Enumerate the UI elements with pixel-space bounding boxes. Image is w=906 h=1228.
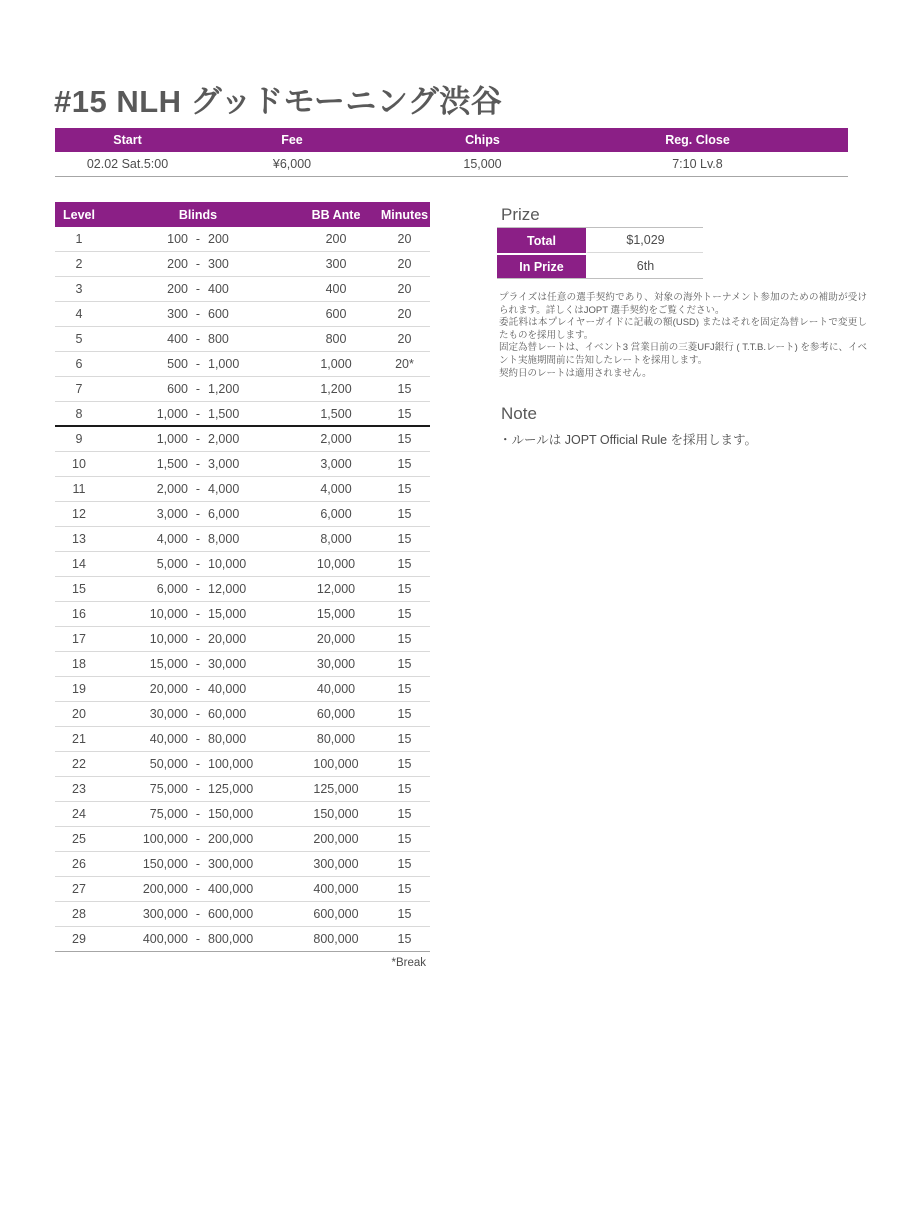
bb-ante-cell: 200,000 bbox=[313, 832, 359, 846]
prize-total-label: Total bbox=[497, 228, 586, 253]
small-blind-cell: 400,000 bbox=[142, 932, 188, 946]
structure-table-header bbox=[55, 202, 430, 227]
minutes-cell: 15 bbox=[397, 882, 412, 896]
break-note: *Break bbox=[391, 957, 426, 969]
small-blind-cell: 1,000 bbox=[156, 406, 188, 421]
structure-row bbox=[55, 677, 430, 702]
blinds-separator: - bbox=[195, 457, 201, 471]
page-title: #15 NLH グッドモーニング渋谷 bbox=[54, 84, 503, 119]
structure-row bbox=[55, 552, 430, 577]
blind-structure-table bbox=[55, 202, 430, 969]
big-blind-cell: 300,000 bbox=[208, 857, 254, 871]
big-blind-cell: 1,000 bbox=[208, 357, 240, 371]
bb-ante-cell: 2,000 bbox=[320, 432, 352, 446]
minutes-cell: 20 bbox=[397, 332, 412, 346]
bb-ante-cell: 125,000 bbox=[313, 782, 359, 796]
level-cell: 5 bbox=[75, 332, 83, 346]
big-blind-cell: 200,000 bbox=[208, 832, 254, 846]
structure-row bbox=[55, 477, 430, 502]
blinds-separator: - bbox=[195, 857, 201, 871]
bb-ante-cell: 800 bbox=[325, 332, 347, 346]
big-blind-cell: 8,000 bbox=[208, 532, 240, 546]
structure-header-level: Level bbox=[63, 207, 95, 222]
level-cell: 15 bbox=[72, 582, 86, 596]
small-blind-cell: 4,000 bbox=[156, 532, 188, 546]
bb-ante-cell: 6,000 bbox=[320, 507, 352, 521]
structure-row bbox=[55, 802, 430, 827]
bb-ante-cell: 15,000 bbox=[316, 607, 356, 621]
minutes-cell: 15 bbox=[397, 782, 412, 796]
disclaimer-paragraph: 契約日のレートは適用されません。 bbox=[499, 367, 652, 379]
structure-row bbox=[55, 227, 430, 252]
prize-table bbox=[497, 227, 703, 279]
minutes-cell: 15 bbox=[397, 507, 412, 521]
big-blind-cell: 200 bbox=[208, 232, 229, 246]
info-table-values bbox=[55, 152, 848, 177]
structure-row bbox=[55, 327, 430, 352]
small-blind-cell: 1,000 bbox=[156, 432, 188, 446]
bb-ante-cell: 40,000 bbox=[316, 682, 356, 696]
info-value-fee: ¥6,000 bbox=[272, 157, 312, 171]
small-blind-cell: 500 bbox=[167, 357, 188, 371]
level-cell: 21 bbox=[72, 732, 86, 746]
blinds-separator: - bbox=[195, 507, 201, 521]
level-cell: 20 bbox=[72, 707, 86, 721]
structure-row bbox=[55, 777, 430, 802]
small-blind-cell: 15,000 bbox=[149, 657, 188, 671]
prize-disclaimer bbox=[499, 292, 867, 380]
bb-ante-cell: 1,200 bbox=[320, 382, 352, 396]
level-cell: 11 bbox=[72, 482, 86, 496]
info-header-start: Start bbox=[113, 133, 142, 147]
level-cell: 10 bbox=[72, 457, 86, 471]
level-cell: 25 bbox=[72, 832, 86, 846]
bb-ante-cell: 4,000 bbox=[320, 482, 352, 496]
structure-row bbox=[55, 602, 430, 627]
bb-ante-cell: 600 bbox=[325, 307, 347, 321]
structure-row bbox=[55, 902, 430, 927]
structure-row bbox=[55, 577, 430, 602]
structure-table-body bbox=[55, 227, 430, 952]
minutes-cell: 15 bbox=[397, 907, 412, 921]
structure-header-bb-ante: BB Ante bbox=[311, 207, 361, 222]
big-blind-cell: 80,000 bbox=[208, 732, 247, 746]
structure-row bbox=[55, 877, 430, 902]
disclaimer-paragraph: 委託料は本プレイヤーガイドに記載の額(USD) またはそれを固定為替レートで変更したものを採用します。 bbox=[499, 317, 867, 341]
blinds-separator: - bbox=[195, 607, 201, 621]
big-blind-cell: 20,000 bbox=[208, 632, 247, 646]
small-blind-cell: 150,000 bbox=[142, 857, 188, 871]
bb-ante-cell: 300,000 bbox=[313, 857, 359, 871]
blinds-separator: - bbox=[195, 632, 201, 646]
minutes-cell: 15 bbox=[397, 757, 412, 771]
bb-ante-cell: 100,000 bbox=[313, 757, 359, 771]
small-blind-cell: 200 bbox=[167, 282, 188, 296]
minutes-cell: 15 bbox=[397, 732, 412, 746]
structure-row bbox=[55, 727, 430, 752]
structure-row bbox=[55, 627, 430, 652]
small-blind-cell: 5,000 bbox=[156, 557, 188, 571]
level-cell: 6 bbox=[75, 357, 83, 371]
big-blind-cell: 6,000 bbox=[208, 507, 240, 521]
big-blind-cell: 600,000 bbox=[208, 907, 254, 921]
info-table-header bbox=[55, 128, 848, 152]
structure-row bbox=[55, 527, 430, 552]
note-heading: Note bbox=[501, 404, 537, 423]
small-blind-cell: 300,000 bbox=[142, 907, 188, 921]
blinds-separator: - bbox=[195, 282, 201, 296]
bb-ante-cell: 3,000 bbox=[320, 457, 352, 471]
minutes-cell: 15 bbox=[397, 557, 412, 571]
level-cell: 7 bbox=[75, 382, 83, 396]
bb-ante-cell: 60,000 bbox=[316, 707, 356, 721]
structure-row bbox=[55, 427, 430, 452]
big-blind-cell: 1,200 bbox=[208, 382, 240, 396]
big-blind-cell: 60,000 bbox=[208, 707, 247, 721]
minutes-cell: 15 bbox=[397, 406, 412, 421]
prize-total-value: $1,029 bbox=[586, 228, 703, 253]
blinds-separator: - bbox=[195, 357, 201, 371]
blinds-separator: - bbox=[195, 832, 201, 846]
level-cell: 26 bbox=[72, 857, 86, 871]
info-value-chips: 15,000 bbox=[463, 157, 502, 171]
level-cell: 8 bbox=[75, 406, 83, 421]
minutes-cell: 15 bbox=[397, 832, 412, 846]
small-blind-cell: 3,000 bbox=[156, 507, 188, 521]
bb-ante-cell: 20,000 bbox=[316, 632, 356, 646]
bb-ante-cell: 300 bbox=[325, 257, 347, 271]
blinds-separator: - bbox=[195, 707, 201, 721]
small-blind-cell: 75,000 bbox=[149, 782, 188, 796]
small-blind-cell: 400 bbox=[167, 332, 188, 346]
minutes-cell: 15 bbox=[397, 682, 412, 696]
info-value-filler bbox=[814, 152, 848, 176]
level-cell: 16 bbox=[72, 607, 86, 621]
info-value-start: 02.02 Sat.5:00 bbox=[86, 157, 169, 171]
big-blind-cell: 125,000 bbox=[208, 782, 254, 796]
structure-row bbox=[55, 752, 430, 777]
structure-row bbox=[55, 652, 430, 677]
level-cell: 29 bbox=[72, 932, 86, 946]
disclaimer-paragraph: 固定為替レートは、イベント3 営業日前の三菱UFJ銀行 ( T.T.B.レート) を参考に、イベント実施期間前に告知したレートを採用します。 bbox=[499, 342, 867, 366]
small-blind-cell: 50,000 bbox=[149, 757, 188, 771]
big-blind-cell: 10,000 bbox=[208, 557, 247, 571]
info-header-chips: Chips bbox=[465, 133, 500, 147]
big-blind-cell: 40,000 bbox=[208, 682, 247, 696]
bb-ante-cell: 200 bbox=[325, 232, 347, 246]
big-blind-cell: 100,000 bbox=[208, 757, 254, 771]
structure-row bbox=[55, 502, 430, 527]
small-blind-cell: 75,000 bbox=[149, 807, 188, 821]
minutes-cell: 15 bbox=[397, 432, 412, 446]
level-cell: 3 bbox=[75, 282, 83, 296]
bb-ante-cell: 800,000 bbox=[313, 932, 359, 946]
big-blind-cell: 15,000 bbox=[208, 607, 247, 621]
level-cell: 14 bbox=[72, 557, 86, 571]
minutes-cell: 15 bbox=[397, 707, 412, 721]
blinds-separator: - bbox=[195, 232, 201, 246]
level-cell: 28 bbox=[72, 907, 86, 921]
bb-ante-cell: 150,000 bbox=[313, 807, 359, 821]
big-blind-cell: 800 bbox=[208, 332, 229, 346]
small-blind-cell: 40,000 bbox=[149, 732, 188, 746]
bb-ante-cell: 10,000 bbox=[316, 557, 356, 571]
minutes-cell: 15 bbox=[397, 932, 412, 946]
structure-row bbox=[55, 452, 430, 477]
prize-in-prize-row bbox=[497, 253, 703, 278]
structure-row bbox=[55, 927, 430, 952]
info-table bbox=[55, 128, 848, 177]
minutes-cell: 15 bbox=[397, 657, 412, 671]
big-blind-cell: 800,000 bbox=[208, 932, 254, 946]
level-cell: 19 bbox=[72, 682, 86, 696]
level-cell: 1 bbox=[75, 232, 83, 246]
bb-ante-cell: 12,000 bbox=[316, 582, 356, 596]
blinds-separator: - bbox=[195, 882, 201, 896]
info-header-reg-close: Reg. Close bbox=[665, 133, 730, 147]
minutes-cell: 20 bbox=[397, 257, 412, 271]
structure-row bbox=[55, 277, 430, 302]
big-blind-cell: 2,000 bbox=[208, 432, 240, 446]
blinds-separator: - bbox=[195, 757, 201, 771]
blinds-separator: - bbox=[195, 682, 201, 696]
level-cell: 22 bbox=[72, 757, 86, 771]
structure-row bbox=[55, 352, 430, 377]
blinds-separator: - bbox=[195, 657, 201, 671]
structure-row bbox=[55, 252, 430, 277]
big-blind-cell: 12,000 bbox=[208, 582, 247, 596]
big-blind-cell: 150,000 bbox=[208, 807, 254, 821]
blinds-separator: - bbox=[195, 432, 201, 446]
level-cell: 18 bbox=[72, 657, 86, 671]
level-cell: 23 bbox=[72, 782, 86, 796]
bb-ante-cell: 400,000 bbox=[313, 882, 359, 896]
small-blind-cell: 6,000 bbox=[156, 582, 188, 596]
structure-row bbox=[55, 827, 430, 852]
bb-ante-cell: 1,500 bbox=[320, 406, 352, 421]
blinds-separator: - bbox=[195, 307, 201, 321]
level-cell: 13 bbox=[72, 532, 86, 546]
structure-row bbox=[55, 377, 430, 402]
blinds-separator: - bbox=[195, 582, 201, 596]
structure-row bbox=[55, 402, 430, 427]
small-blind-cell: 10,000 bbox=[149, 607, 188, 621]
info-header-filler bbox=[814, 128, 848, 152]
level-cell: 27 bbox=[72, 882, 86, 896]
level-cell: 4 bbox=[75, 307, 83, 321]
bb-ante-cell: 400 bbox=[325, 282, 347, 296]
info-header-fee: Fee bbox=[281, 133, 303, 147]
small-blind-cell: 100,000 bbox=[142, 832, 188, 846]
structure-header-minutes: Minutes bbox=[380, 207, 429, 222]
minutes-cell: 15 bbox=[397, 857, 412, 871]
minutes-cell: 15 bbox=[397, 382, 412, 396]
big-blind-cell: 400,000 bbox=[208, 882, 254, 896]
level-cell: 24 bbox=[72, 807, 86, 821]
blinds-separator: - bbox=[195, 557, 201, 571]
level-cell: 9 bbox=[75, 432, 83, 446]
level-cell: 2 bbox=[75, 257, 83, 271]
bb-ante-cell: 80,000 bbox=[316, 732, 356, 746]
small-blind-cell: 600 bbox=[167, 382, 188, 396]
blinds-separator: - bbox=[195, 907, 201, 921]
minutes-cell: 20 bbox=[397, 282, 412, 296]
small-blind-cell: 1,500 bbox=[156, 457, 188, 471]
small-blind-cell: 30,000 bbox=[149, 707, 188, 721]
structure-row bbox=[55, 852, 430, 877]
big-blind-cell: 400 bbox=[208, 282, 229, 296]
small-blind-cell: 200,000 bbox=[142, 882, 188, 896]
small-blind-cell: 200 bbox=[167, 257, 188, 271]
minutes-cell: 20 bbox=[397, 307, 412, 321]
small-blind-cell: 20,000 bbox=[149, 682, 188, 696]
blinds-separator: - bbox=[195, 482, 201, 496]
big-blind-cell: 30,000 bbox=[208, 657, 247, 671]
small-blind-cell: 300 bbox=[167, 307, 188, 321]
structure-row bbox=[55, 702, 430, 727]
structure-row bbox=[55, 302, 430, 327]
blinds-separator: - bbox=[195, 932, 201, 946]
minutes-cell: 15 bbox=[397, 457, 412, 471]
minutes-cell: 20* bbox=[395, 357, 414, 371]
minutes-cell: 15 bbox=[397, 632, 412, 646]
level-cell: 17 bbox=[72, 632, 86, 646]
bb-ante-cell: 1,000 bbox=[320, 357, 352, 371]
minutes-cell: 15 bbox=[397, 532, 412, 546]
bb-ante-cell: 600,000 bbox=[313, 907, 359, 921]
blinds-separator: - bbox=[195, 382, 201, 396]
big-blind-cell: 4,000 bbox=[208, 482, 240, 496]
blinds-separator: - bbox=[195, 807, 201, 821]
minutes-cell: 15 bbox=[397, 482, 412, 496]
prize-in-prize-value: 6th bbox=[586, 253, 703, 278]
note-item: ・ルールは JOPT Official Rule を採用します。 bbox=[499, 433, 758, 447]
disclaimer-paragraph: プライズは任意の選手契約であり、対象の海外トーナメント参加のための補助が受けられます。詳しくはJOPT 選手契約をご覧ください。 bbox=[499, 292, 867, 316]
prize-heading: Prize bbox=[501, 205, 540, 224]
blinds-separator: - bbox=[195, 782, 201, 796]
structure-header-blinds: Blinds bbox=[178, 207, 218, 222]
blinds-separator: - bbox=[195, 732, 201, 746]
blinds-separator: - bbox=[195, 532, 201, 546]
minutes-cell: 15 bbox=[397, 582, 412, 596]
bb-ante-cell: 8,000 bbox=[320, 532, 352, 546]
prize-in-prize-label: In Prize bbox=[497, 253, 586, 278]
info-value-reg-close: 7:10 Lv.8 bbox=[672, 157, 723, 171]
bb-ante-cell: 30,000 bbox=[316, 657, 356, 671]
blinds-separator: - bbox=[195, 257, 201, 271]
blinds-separator: - bbox=[195, 332, 201, 346]
small-blind-cell: 100 bbox=[167, 232, 188, 246]
big-blind-cell: 600 bbox=[208, 307, 229, 321]
minutes-cell: 20 bbox=[397, 232, 412, 246]
small-blind-cell: 10,000 bbox=[149, 632, 188, 646]
big-blind-cell: 1,500 bbox=[208, 406, 240, 421]
big-blind-cell: 3,000 bbox=[208, 457, 240, 471]
prize-total-row bbox=[497, 228, 703, 253]
big-blind-cell: 300 bbox=[208, 257, 229, 271]
small-blind-cell: 2,000 bbox=[156, 482, 188, 496]
minutes-cell: 15 bbox=[397, 807, 412, 821]
minutes-cell: 15 bbox=[397, 607, 412, 621]
blinds-separator: - bbox=[195, 406, 201, 421]
level-cell: 12 bbox=[72, 507, 86, 521]
